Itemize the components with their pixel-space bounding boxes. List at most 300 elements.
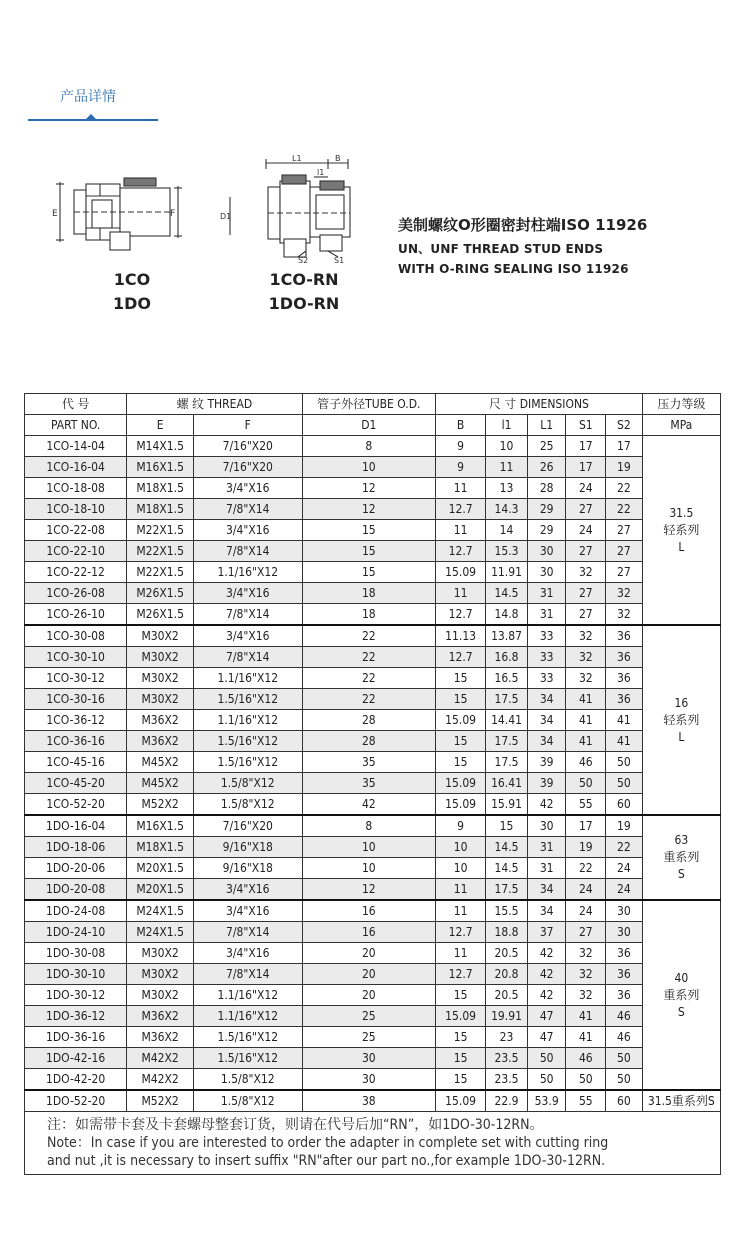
pressure-rating-line: 16 xyxy=(674,695,689,710)
table-row xyxy=(25,879,721,901)
table-cell: 41 xyxy=(606,710,643,731)
table-cell: 60 xyxy=(606,1090,643,1112)
table-cell: 41 xyxy=(566,731,606,752)
table-cell: M22X1.5 xyxy=(127,520,194,541)
table-cell: 17.5 xyxy=(486,879,528,901)
table-cell: 17 xyxy=(566,457,606,478)
label-b: B xyxy=(335,155,341,163)
table-cell: 18 xyxy=(302,583,436,604)
spec-table xyxy=(24,393,721,1175)
table-cell: 32 xyxy=(566,647,606,668)
table-cell: 18 xyxy=(302,604,436,626)
table-row xyxy=(25,1090,721,1112)
table-cell: 24 xyxy=(566,879,606,901)
table-cell: 1DO-16-04 xyxy=(25,815,127,837)
table-cell: 36 xyxy=(606,943,643,964)
table-cell: M18X1.5 xyxy=(127,499,194,520)
table-cell: 14.3 xyxy=(486,499,528,520)
table-cell: 42 xyxy=(527,964,566,985)
header-l1-small: l1 xyxy=(486,415,528,436)
table-cell: M24X1.5 xyxy=(127,922,194,943)
table-cell: 32 xyxy=(566,985,606,1006)
table-cell: M30X2 xyxy=(127,943,194,964)
table-cell: 50 xyxy=(606,773,643,794)
table-cell: 20.5 xyxy=(486,985,528,1006)
table-cell: 11 xyxy=(436,900,486,922)
table-cell: 35 xyxy=(302,773,436,794)
table-cell: 10 xyxy=(436,837,486,858)
table-cell: 9/16"X18 xyxy=(194,837,303,858)
tab-underline xyxy=(28,119,158,121)
table-cell: 20.8 xyxy=(486,964,528,985)
table-cell: 24 xyxy=(566,900,606,922)
pressure-rating-cell xyxy=(642,625,720,815)
pressure-rating-line: 轻系列 xyxy=(663,712,700,727)
table-row xyxy=(25,625,721,647)
table-row xyxy=(25,647,721,668)
table-cell: 22 xyxy=(606,478,643,499)
table-cell: 12 xyxy=(302,879,436,901)
table-cell: 12.7 xyxy=(436,604,486,626)
table-cell: M26X1.5 xyxy=(127,583,194,604)
table-cell: 50 xyxy=(527,1069,566,1091)
table-cell: 31 xyxy=(527,604,566,626)
table-cell: 15.91 xyxy=(486,794,528,816)
table-cell: 1DO-42-20 xyxy=(25,1069,127,1091)
table-cell: 7/8"X14 xyxy=(194,964,303,985)
table-cell: 12.7 xyxy=(436,499,486,520)
table-cell: 60 xyxy=(606,794,643,816)
table-row xyxy=(25,900,721,922)
fitting-drawing-1co-rn xyxy=(220,155,380,265)
table-cell: 22 xyxy=(302,668,436,689)
table-cell: 15 xyxy=(436,1048,486,1069)
table-cell: 15 xyxy=(302,562,436,583)
table-cell: 15 xyxy=(436,668,486,689)
table-row xyxy=(25,604,721,626)
table-cell: 34 xyxy=(527,710,566,731)
table-row xyxy=(25,541,721,562)
table-cell: 1.1/16"X12 xyxy=(194,668,303,689)
table-cell: 11 xyxy=(436,879,486,901)
table-cell: 34 xyxy=(527,689,566,710)
label-l1-small: l1 xyxy=(317,168,325,177)
table-cell: 32 xyxy=(566,964,606,985)
table-cell: 47 xyxy=(527,1006,566,1027)
table-cell: 46 xyxy=(606,1006,643,1027)
table-cell: 30 xyxy=(606,922,643,943)
pressure-rating-line: L xyxy=(678,729,685,744)
table-cell: 50 xyxy=(606,1048,643,1069)
table-cell: 14 xyxy=(486,520,528,541)
table-cell: 50 xyxy=(606,752,643,773)
note-en-line1: Note：In case if you are interested to order the adapter in complete set with cutting ring xyxy=(47,1135,609,1151)
table-cell: 14.8 xyxy=(486,604,528,626)
table-cell: 9/16"X18 xyxy=(194,858,303,879)
table-cell: 16 xyxy=(302,900,436,922)
table-cell: 17 xyxy=(566,815,606,837)
table-cell: M20X1.5 xyxy=(127,858,194,879)
table-cell: 7/16"X20 xyxy=(194,457,303,478)
table-cell: 3/4"X16 xyxy=(194,625,303,647)
header-s1: S1 xyxy=(566,415,606,436)
header-s2: S2 xyxy=(606,415,643,436)
table-cell: 15 xyxy=(436,1069,486,1091)
table-cell: 20 xyxy=(302,943,436,964)
table-cell: 1.5/8"X12 xyxy=(194,1090,303,1112)
label-f: F xyxy=(170,209,176,219)
table-cell: 1CO-45-20 xyxy=(25,773,127,794)
table-cell: 39 xyxy=(527,773,566,794)
table-cell: M36X2 xyxy=(127,1006,194,1027)
table-cell: 22 xyxy=(302,625,436,647)
label-l1: L1 xyxy=(292,155,302,163)
table-cell: M52X2 xyxy=(127,1090,194,1112)
table-cell: 34 xyxy=(527,731,566,752)
table-cell: 12.7 xyxy=(436,964,486,985)
table-cell: 22 xyxy=(566,858,606,879)
table-cell: 20 xyxy=(302,985,436,1006)
table-cell: 30 xyxy=(527,815,566,837)
table-cell: 1CO-30-12 xyxy=(25,668,127,689)
table-cell: M22X1.5 xyxy=(127,562,194,583)
note-en-line2: and nut ,it is necessary to insert suffix "RN"after our part no.,for example 1DO-30-12RN. xyxy=(47,1153,606,1169)
table-cell: M36X2 xyxy=(127,1027,194,1048)
pressure-rating-line: 轻系列 xyxy=(663,522,700,537)
table-cell: 22 xyxy=(606,499,643,520)
table-cell: 8 xyxy=(302,436,436,457)
table-cell: 53.9 xyxy=(527,1090,566,1112)
table-cell: 1CO-45-16 xyxy=(25,752,127,773)
table-cell: 32 xyxy=(566,668,606,689)
table-cell: 19.91 xyxy=(486,1006,528,1027)
table-cell: M26X1.5 xyxy=(127,604,194,626)
table-cell: 16 xyxy=(302,922,436,943)
table-cell: 22 xyxy=(606,837,643,858)
table-cell: 3/4"X16 xyxy=(194,879,303,901)
table-cell: 23.5 xyxy=(486,1069,528,1091)
table-cell: 7/8"X14 xyxy=(194,541,303,562)
table-row xyxy=(25,710,721,731)
table-cell: 1DO-30-10 xyxy=(25,964,127,985)
table-cell: 50 xyxy=(527,1048,566,1069)
table-cell: 27 xyxy=(606,562,643,583)
table-cell: 24 xyxy=(566,520,606,541)
table-cell: 1DO-52-20 xyxy=(25,1090,127,1112)
table-cell: 24 xyxy=(566,478,606,499)
table-cell: 32 xyxy=(566,625,606,647)
table-cell: 1CO-22-12 xyxy=(25,562,127,583)
table-cell: 36 xyxy=(606,647,643,668)
table-cell: 31 xyxy=(527,858,566,879)
table-cell: M30X2 xyxy=(127,985,194,1006)
table-cell: 1.1/16"X12 xyxy=(194,1006,303,1027)
table-cell: 33 xyxy=(527,625,566,647)
table-cell: 1.5/8"X12 xyxy=(194,794,303,816)
table-cell: 11 xyxy=(436,478,486,499)
table-row xyxy=(25,773,721,794)
table-cell: 10 xyxy=(302,457,436,478)
table-row xyxy=(25,436,721,457)
table-cell: 15.09 xyxy=(436,562,486,583)
table-cell: 15 xyxy=(436,752,486,773)
header-l1: L1 xyxy=(527,415,566,436)
table-cell: M20X1.5 xyxy=(127,879,194,901)
table-cell: 22 xyxy=(302,647,436,668)
table-cell: 14.41 xyxy=(486,710,528,731)
table-cell: 1CO-22-08 xyxy=(25,520,127,541)
pressure-rating-cell xyxy=(642,436,720,626)
pressure-rating-line: 31.5重系列S xyxy=(647,1093,715,1108)
caption-1do-rn: 1DO-RN xyxy=(268,294,340,313)
table-cell: 27 xyxy=(566,604,606,626)
table-cell: M18X1.5 xyxy=(127,478,194,499)
table-cell: 30 xyxy=(302,1069,436,1091)
table-cell: 1CO-26-08 xyxy=(25,583,127,604)
table-cell: 10 xyxy=(436,858,486,879)
label-e: E xyxy=(52,209,58,219)
table-cell: 1.5/16"X12 xyxy=(194,752,303,773)
table-cell: 36 xyxy=(606,689,643,710)
table-cell: 41 xyxy=(566,710,606,731)
pressure-rating-line: S xyxy=(677,867,685,881)
table-cell: 11 xyxy=(436,943,486,964)
table-row xyxy=(25,478,721,499)
table-cell: 7/8"X14 xyxy=(194,604,303,626)
table-row xyxy=(25,499,721,520)
table-cell: 1DO-20-06 xyxy=(25,858,127,879)
table-cell: 15.3 xyxy=(486,541,528,562)
table-cell: M22X1.5 xyxy=(127,541,194,562)
table-cell: 1.1/16"X12 xyxy=(194,985,303,1006)
table-cell: 36 xyxy=(606,964,643,985)
table-cell: 15 xyxy=(436,689,486,710)
table-cell: 42 xyxy=(527,943,566,964)
table-cell: 36 xyxy=(606,668,643,689)
table-cell: 12.7 xyxy=(436,922,486,943)
table-cell: 31 xyxy=(527,837,566,858)
table-cell: 1DO-30-12 xyxy=(25,985,127,1006)
table-row xyxy=(25,731,721,752)
header-f: F xyxy=(194,415,303,436)
table-cell: 46 xyxy=(566,1048,606,1069)
table-cell: 1.5/8"X12 xyxy=(194,773,303,794)
table-cell: 34 xyxy=(527,900,566,922)
table-cell: 11.91 xyxy=(486,562,528,583)
table-cell: 1CO-36-16 xyxy=(25,731,127,752)
table-cell: 12 xyxy=(302,499,436,520)
table-cell: 27 xyxy=(566,583,606,604)
table-cell: 16.5 xyxy=(486,668,528,689)
pressure-rating-line: 40 xyxy=(674,970,689,985)
table-cell: 36 xyxy=(606,985,643,1006)
table-cell: 14.5 xyxy=(486,837,528,858)
heading-en-line1: UN、UNF THREAD STUD ENDS xyxy=(398,242,604,256)
header-pressure: 压力等级 xyxy=(642,394,720,415)
table-cell: 11 xyxy=(436,583,486,604)
table-cell: 37 xyxy=(527,922,566,943)
table-cell: 29 xyxy=(527,520,566,541)
table-cell: 1CO-16-04 xyxy=(25,457,127,478)
table-cell: M36X2 xyxy=(127,710,194,731)
table-cell: 46 xyxy=(566,752,606,773)
pressure-rating-cell xyxy=(642,1090,720,1112)
table-cell: 27 xyxy=(606,541,643,562)
table-cell: 13.87 xyxy=(486,625,528,647)
table-cell: 18.8 xyxy=(486,922,528,943)
table-cell: 15.09 xyxy=(436,710,486,731)
table-cell: 1CO-36-12 xyxy=(25,710,127,731)
table-cell: 55 xyxy=(566,794,606,816)
table-row xyxy=(25,815,721,837)
header-d1: D1 xyxy=(302,415,436,436)
table-cell: 15 xyxy=(302,520,436,541)
pressure-rating-line: 重系列 xyxy=(663,850,700,864)
table-cell: 22.9 xyxy=(486,1090,528,1112)
table-row xyxy=(25,752,721,773)
table-cell: 16.41 xyxy=(486,773,528,794)
table-cell: 1.5/8"X12 xyxy=(194,1069,303,1091)
pressure-rating-line: L xyxy=(678,539,685,554)
table-cell: 30 xyxy=(302,1048,436,1069)
table-cell: 1CO-14-04 xyxy=(25,436,127,457)
table-cell: 14.5 xyxy=(486,858,528,879)
table-cell: 42 xyxy=(527,985,566,1006)
table-cell: 17.5 xyxy=(486,752,528,773)
table-cell: 19 xyxy=(606,457,643,478)
table-cell: M30X2 xyxy=(127,625,194,647)
table-cell: 38 xyxy=(302,1090,436,1112)
table-cell: 9 xyxy=(436,815,486,837)
table-cell: 11 xyxy=(436,520,486,541)
table-cell: 1.1/16"X12 xyxy=(194,710,303,731)
note-row xyxy=(25,1112,721,1175)
table-cell: M30X2 xyxy=(127,689,194,710)
header-e: E xyxy=(127,415,194,436)
table-cell: 1DO-30-08 xyxy=(25,943,127,964)
table-cell: 32 xyxy=(606,583,643,604)
table-cell: 15.09 xyxy=(436,1090,486,1112)
table-cell: M36X2 xyxy=(127,731,194,752)
table-cell: 41 xyxy=(606,731,643,752)
table-cell: 1DO-36-12 xyxy=(25,1006,127,1027)
table-cell: 32 xyxy=(606,604,643,626)
table-cell: 3/4"X16 xyxy=(194,520,303,541)
table-cell: 41 xyxy=(566,1027,606,1048)
table-cell: M42X2 xyxy=(127,1069,194,1091)
table-cell: M30X2 xyxy=(127,964,194,985)
table-cell: 17 xyxy=(566,436,606,457)
table-cell: 9 xyxy=(436,436,486,457)
table-cell: 15 xyxy=(302,541,436,562)
table-row xyxy=(25,520,721,541)
table-cell: 9 xyxy=(436,457,486,478)
header-thread: 螺 纹 THREAD xyxy=(127,394,302,415)
table-cell: 16.8 xyxy=(486,647,528,668)
table-cell: 27 xyxy=(566,922,606,943)
table-cell: 1.5/16"X12 xyxy=(194,689,303,710)
table-cell: 1CO-22-10 xyxy=(25,541,127,562)
table-cell: 35 xyxy=(302,752,436,773)
table-row xyxy=(25,1006,721,1027)
table-cell: 30 xyxy=(527,541,566,562)
table-cell: 1DO-42-16 xyxy=(25,1048,127,1069)
table-row xyxy=(25,668,721,689)
table-cell: 1DO-18-06 xyxy=(25,837,127,858)
table-cell: 42 xyxy=(302,794,436,816)
fitting-drawing-1co xyxy=(50,172,200,252)
table-cell: 30 xyxy=(606,900,643,922)
table-row xyxy=(25,858,721,879)
table-cell: 50 xyxy=(566,773,606,794)
table-cell: 10 xyxy=(486,436,528,457)
table-cell: 20 xyxy=(302,964,436,985)
table-cell: M45X2 xyxy=(127,752,194,773)
table-cell: 41 xyxy=(566,1006,606,1027)
table-cell: 25 xyxy=(302,1006,436,1027)
table-row xyxy=(25,837,721,858)
table-cell: 47 xyxy=(527,1027,566,1048)
table-row xyxy=(25,1048,721,1069)
table-row xyxy=(25,583,721,604)
table-cell: M52X2 xyxy=(127,794,194,816)
table-cell: 1CO-18-08 xyxy=(25,478,127,499)
header-mpa: MPa xyxy=(642,415,720,436)
pressure-rating-line: 63 xyxy=(674,833,689,847)
table-row xyxy=(25,457,721,478)
table-cell: 1DO-20-08 xyxy=(25,879,127,901)
table-cell: 24 xyxy=(606,879,643,901)
table-cell: 20.5 xyxy=(486,943,528,964)
tab-product-details[interactable]: 产品详情 xyxy=(60,89,116,105)
table-cell: 15.09 xyxy=(436,773,486,794)
table-cell: 41 xyxy=(566,689,606,710)
table-cell: 33 xyxy=(527,647,566,668)
table-cell: 32 xyxy=(566,943,606,964)
table-cell: 14.5 xyxy=(486,583,528,604)
table-cell: 8 xyxy=(302,815,436,837)
table-cell: 23 xyxy=(486,1027,528,1048)
caption-1co-rn: 1CO-RN xyxy=(269,270,339,289)
table-cell: 7/16"X20 xyxy=(194,436,303,457)
table-cell: 7/8"X14 xyxy=(194,499,303,520)
table-cell: 1CO-52-20 xyxy=(25,794,127,816)
table-cell: 1.1/16"X12 xyxy=(194,562,303,583)
table-cell: 1DO-36-16 xyxy=(25,1027,127,1048)
table-cell: 12.7 xyxy=(436,647,486,668)
table-cell: M42X2 xyxy=(127,1048,194,1069)
table-cell: M14X1.5 xyxy=(127,436,194,457)
heading-en-line2: WITH O-RING SEALING ISO 11926 xyxy=(398,262,629,276)
pressure-rating-line: 重系列 xyxy=(663,987,700,1002)
table-cell: 27 xyxy=(566,541,606,562)
header-b: B xyxy=(436,415,486,436)
table-cell: 15.09 xyxy=(436,794,486,816)
label-d1: D1 xyxy=(220,212,232,221)
table-cell: M30X2 xyxy=(127,668,194,689)
header-part-no: PART NO. xyxy=(25,415,127,436)
header-tube-od: 管子外径TUBE O.D. xyxy=(302,394,436,415)
table-cell: 15.5 xyxy=(486,900,528,922)
table-row xyxy=(25,964,721,985)
table-cell: 50 xyxy=(566,1069,606,1091)
table-cell: M24X1.5 xyxy=(127,900,194,922)
table-cell: 15 xyxy=(436,731,486,752)
table-cell: 1CO-30-10 xyxy=(25,647,127,668)
pressure-rating-cell xyxy=(642,900,720,1090)
table-row xyxy=(25,562,721,583)
table-cell: 3/4"X16 xyxy=(194,943,303,964)
